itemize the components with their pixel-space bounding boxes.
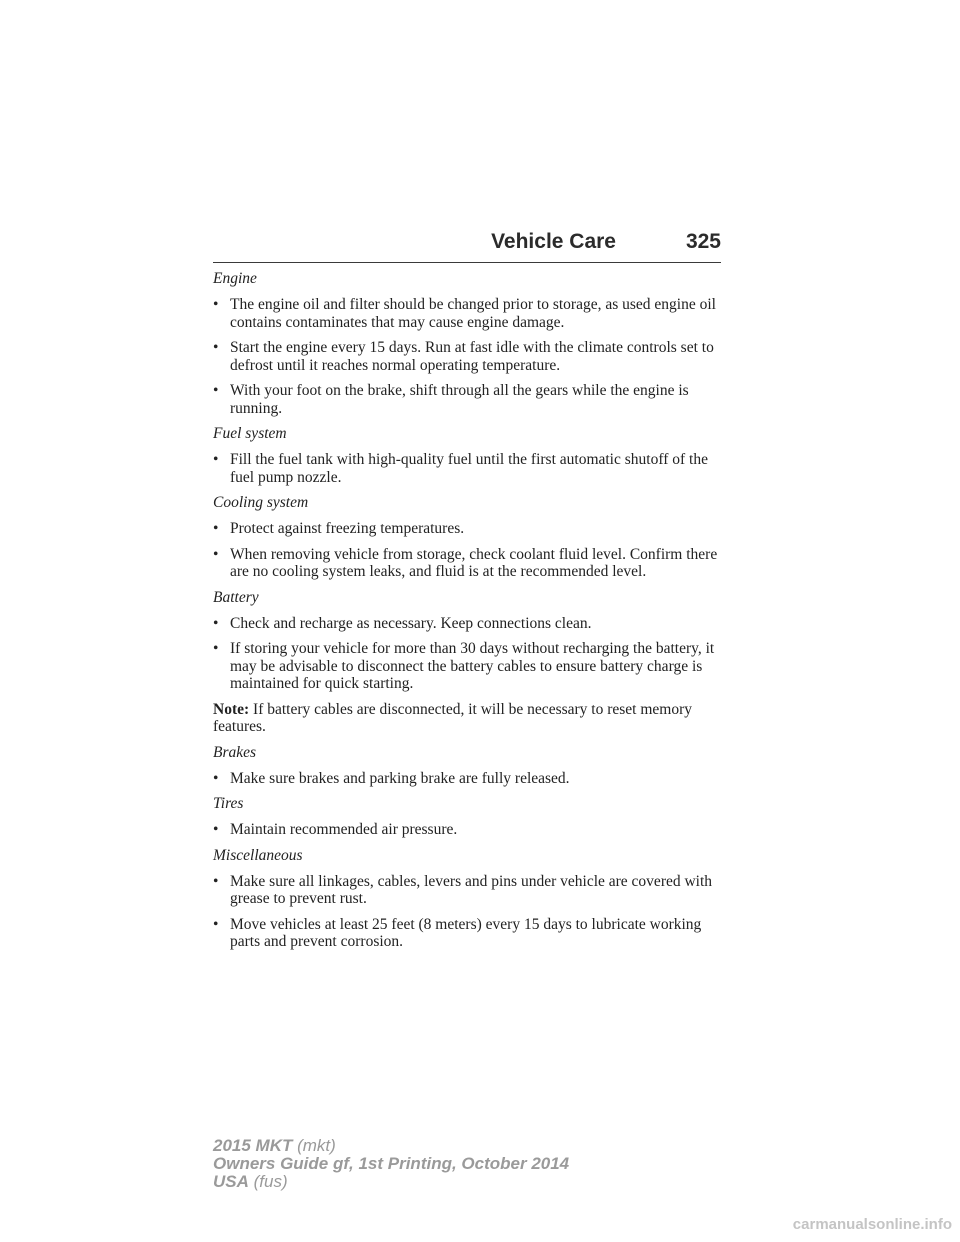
section-engine: [213, 270, 723, 417]
bullet-icon: •: [213, 915, 219, 933]
list-item: [213, 296, 723, 331]
list-item: [213, 339, 723, 374]
note-label: Note:: [213, 700, 250, 718]
list-item-text: If storing your vehicle for more than 30 days without recharging the battery, it may be advisable to disconnect the battery cables to ensure battery charge is maintained for quick starting.: [230, 640, 715, 692]
footer-model-code: (mkt): [297, 1136, 336, 1155]
bullet-icon: •: [213, 640, 219, 657]
bullet-list: [213, 821, 723, 839]
bullet-icon: •: [213, 339, 219, 356]
bullet-list: [213, 770, 723, 788]
section-title: Cooling system: [213, 494, 309, 511]
battery-note: [213, 701, 723, 736]
list-item: [213, 640, 723, 693]
page-number: 325: [685, 230, 721, 253]
list-item: [213, 451, 723, 486]
page-content: [213, 270, 723, 959]
list-item-text: When removing vehicle from storage, check coolant fluid level. Confirm there are no cooling system leaks, and fluid is at the recommended level.: [230, 545, 718, 580]
chapter-title: Vehicle Care: [491, 230, 616, 253]
list-item-text: The engine oil and filter should be changed prior to storage, as used engine oil contains contaminates that may cause engine damage.: [230, 296, 716, 331]
list-item-text: Protect against freezing temperatures.: [230, 520, 465, 537]
note-text: If battery cables are disconnected, it will be necessary to reset memory features.: [213, 700, 693, 735]
list-item: [213, 770, 723, 788]
list-item-text: Check and recharge as necessary. Keep connections clean.: [230, 614, 592, 632]
section-title: Battery: [213, 588, 259, 606]
section-brakes: [213, 744, 723, 788]
bullet-list: [213, 296, 723, 417]
footer-guide: Owners Guide gf, 1st Printing, October 2014: [213, 1154, 570, 1173]
bullet-icon: •: [213, 614, 219, 632]
bullet-icon: •: [213, 296, 219, 313]
list-item: [213, 382, 723, 417]
footer-model-line: [213, 1137, 569, 1155]
section-fuel-system: [213, 425, 723, 486]
list-item: [213, 873, 723, 908]
list-item: [213, 520, 723, 538]
footer-region-line: [213, 1173, 569, 1191]
section-title: Fuel system: [213, 425, 287, 442]
list-item-text: Make sure brakes and parking brake are fully released.: [230, 769, 570, 787]
footer-model: 2015 MKT: [213, 1136, 293, 1155]
list-item: [213, 821, 723, 839]
print-footer: [213, 1137, 569, 1191]
list-item: [213, 916, 723, 951]
list-item-text: Move vehicles at least 25 feet (8 meters) every 15 days to lubricate working parts and prevent corrosion.: [230, 915, 702, 950]
list-item-text: With your foot on the brake, shift through all the gears while the engine is running.: [230, 382, 689, 417]
watermark: carmanualsonline.info: [792, 1216, 952, 1233]
bullet-icon: •: [213, 821, 219, 838]
list-item-text: Maintain recommended air pressure.: [230, 821, 458, 838]
bullet-icon: •: [213, 872, 219, 890]
list-item-text: Start the engine every 15 days. Run at fast idle with the climate controls set to defrost until it reaches normal operating temperature.: [230, 339, 714, 374]
page-header: [213, 228, 721, 263]
section-title: Miscellaneous: [213, 846, 303, 864]
section-title: Engine: [213, 270, 257, 287]
section-battery: [213, 589, 723, 736]
bullet-list: [213, 520, 723, 581]
bullet-icon: •: [213, 382, 219, 399]
bullet-list: [213, 451, 723, 486]
list-item: [213, 615, 723, 633]
bullet-icon: •: [213, 451, 219, 468]
bullet-list: [213, 873, 723, 951]
bullet-icon: •: [213, 520, 219, 537]
bullet-list: [213, 615, 723, 693]
bullet-icon: •: [213, 545, 219, 563]
list-item-text: Make sure all linkages, cables, levers and pins under vehicle are covered with grease to prevent rust.: [230, 872, 713, 907]
footer-region: USA: [213, 1172, 249, 1191]
section-miscellaneous: [213, 847, 723, 951]
section-cooling-system: [213, 494, 723, 581]
section-title: Tires: [213, 795, 244, 812]
footer-region-code: (fus): [253, 1172, 288, 1191]
section-tires: [213, 795, 723, 839]
section-title: Brakes: [213, 743, 257, 761]
list-item-text: Fill the fuel tank with high-quality fuel until the first automatic shutoff of the fuel pump nozzle.: [230, 451, 708, 486]
bullet-icon: •: [213, 769, 219, 787]
list-item: [213, 546, 723, 581]
